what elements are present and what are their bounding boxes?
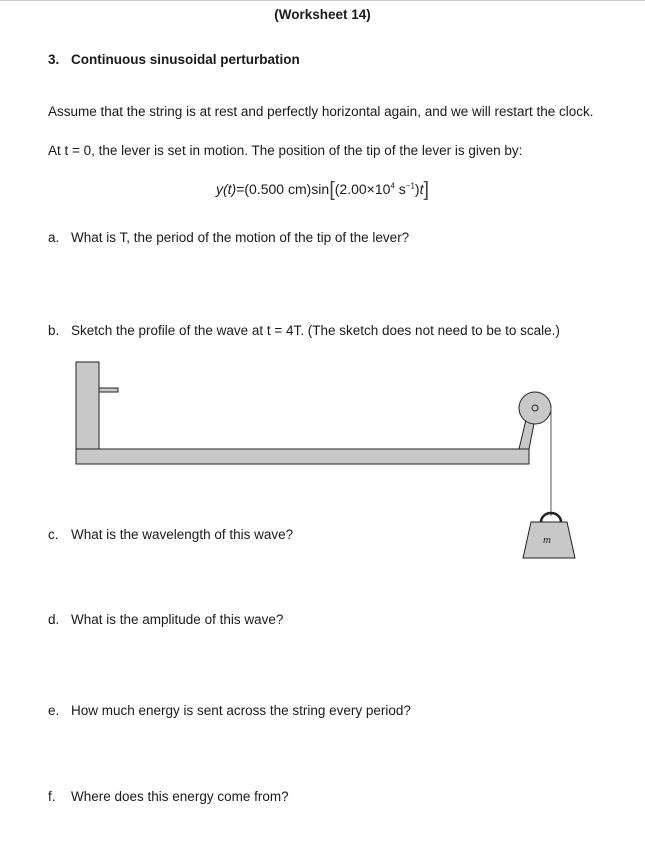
- eq-function: sin: [311, 181, 330, 197]
- eq-amplitude: (0.500 cm): [244, 181, 312, 197]
- question-f: [48, 789, 289, 804]
- eq-exponent-1: 4: [390, 181, 395, 191]
- question-text: What is the wavelength of this wave?: [71, 527, 294, 542]
- mass-label: m: [543, 534, 551, 546]
- lever-tip: [99, 388, 118, 392]
- question-label: b.: [48, 323, 60, 338]
- pulley-axle: [532, 405, 538, 411]
- eq-close-paren: ): [414, 181, 420, 197]
- question-text: Where does this energy come from?: [71, 789, 289, 804]
- base-board: [76, 449, 529, 464]
- lever-position-equation: y(t)=(0.500 $cm)\sin[(2.00\times 10^4$ $s^{-1})t$]: [215, 179, 430, 201]
- question-b: [48, 323, 560, 338]
- worksheet-header: (Worksheet 14): [274, 7, 371, 22]
- question-text: How much energy is sent across the string every period?: [71, 703, 411, 718]
- question-label: c.: [48, 527, 59, 542]
- eq-coefficient: (2.00×10: [334, 181, 391, 197]
- intro-paragraph-1: Assume that the string is at rest and perfectly horizontal again, and we will restart the clock.: [48, 104, 594, 119]
- question-label: d.: [48, 612, 60, 627]
- question-label: f.: [48, 789, 56, 804]
- eq-exponent-2: −1: [405, 181, 415, 191]
- lever-post: [76, 362, 99, 450]
- eq-variable: t: [419, 181, 424, 197]
- question-c: [48, 527, 293, 542]
- question-text: Sketch the profile of the wave at t = 4T. (The sketch does not need to be to scale.): [71, 323, 560, 338]
- question-text: What is the amplitude of this wave?: [71, 612, 284, 627]
- question-e: [48, 703, 411, 718]
- eq-lhs: y(t): [215, 181, 237, 197]
- question-label: a.: [48, 230, 60, 245]
- eq-unit: s: [394, 181, 406, 197]
- question-label: e.: [48, 703, 60, 718]
- section-heading: [48, 52, 300, 67]
- question-text: What is T, the period of the motion of the tip of the lever?: [71, 230, 410, 245]
- question-a: [48, 230, 409, 245]
- eq-equals: =: [236, 181, 245, 197]
- question-d: [48, 612, 283, 627]
- intro-paragraph-2: At t = 0, the lever is set in motion. The position of the tip of the lever is given by:: [48, 143, 523, 158]
- section-title: Continuous sinusoidal perturbation: [71, 52, 300, 67]
- top-rule: [0, 0, 645, 1]
- section-number: 3.: [48, 52, 60, 67]
